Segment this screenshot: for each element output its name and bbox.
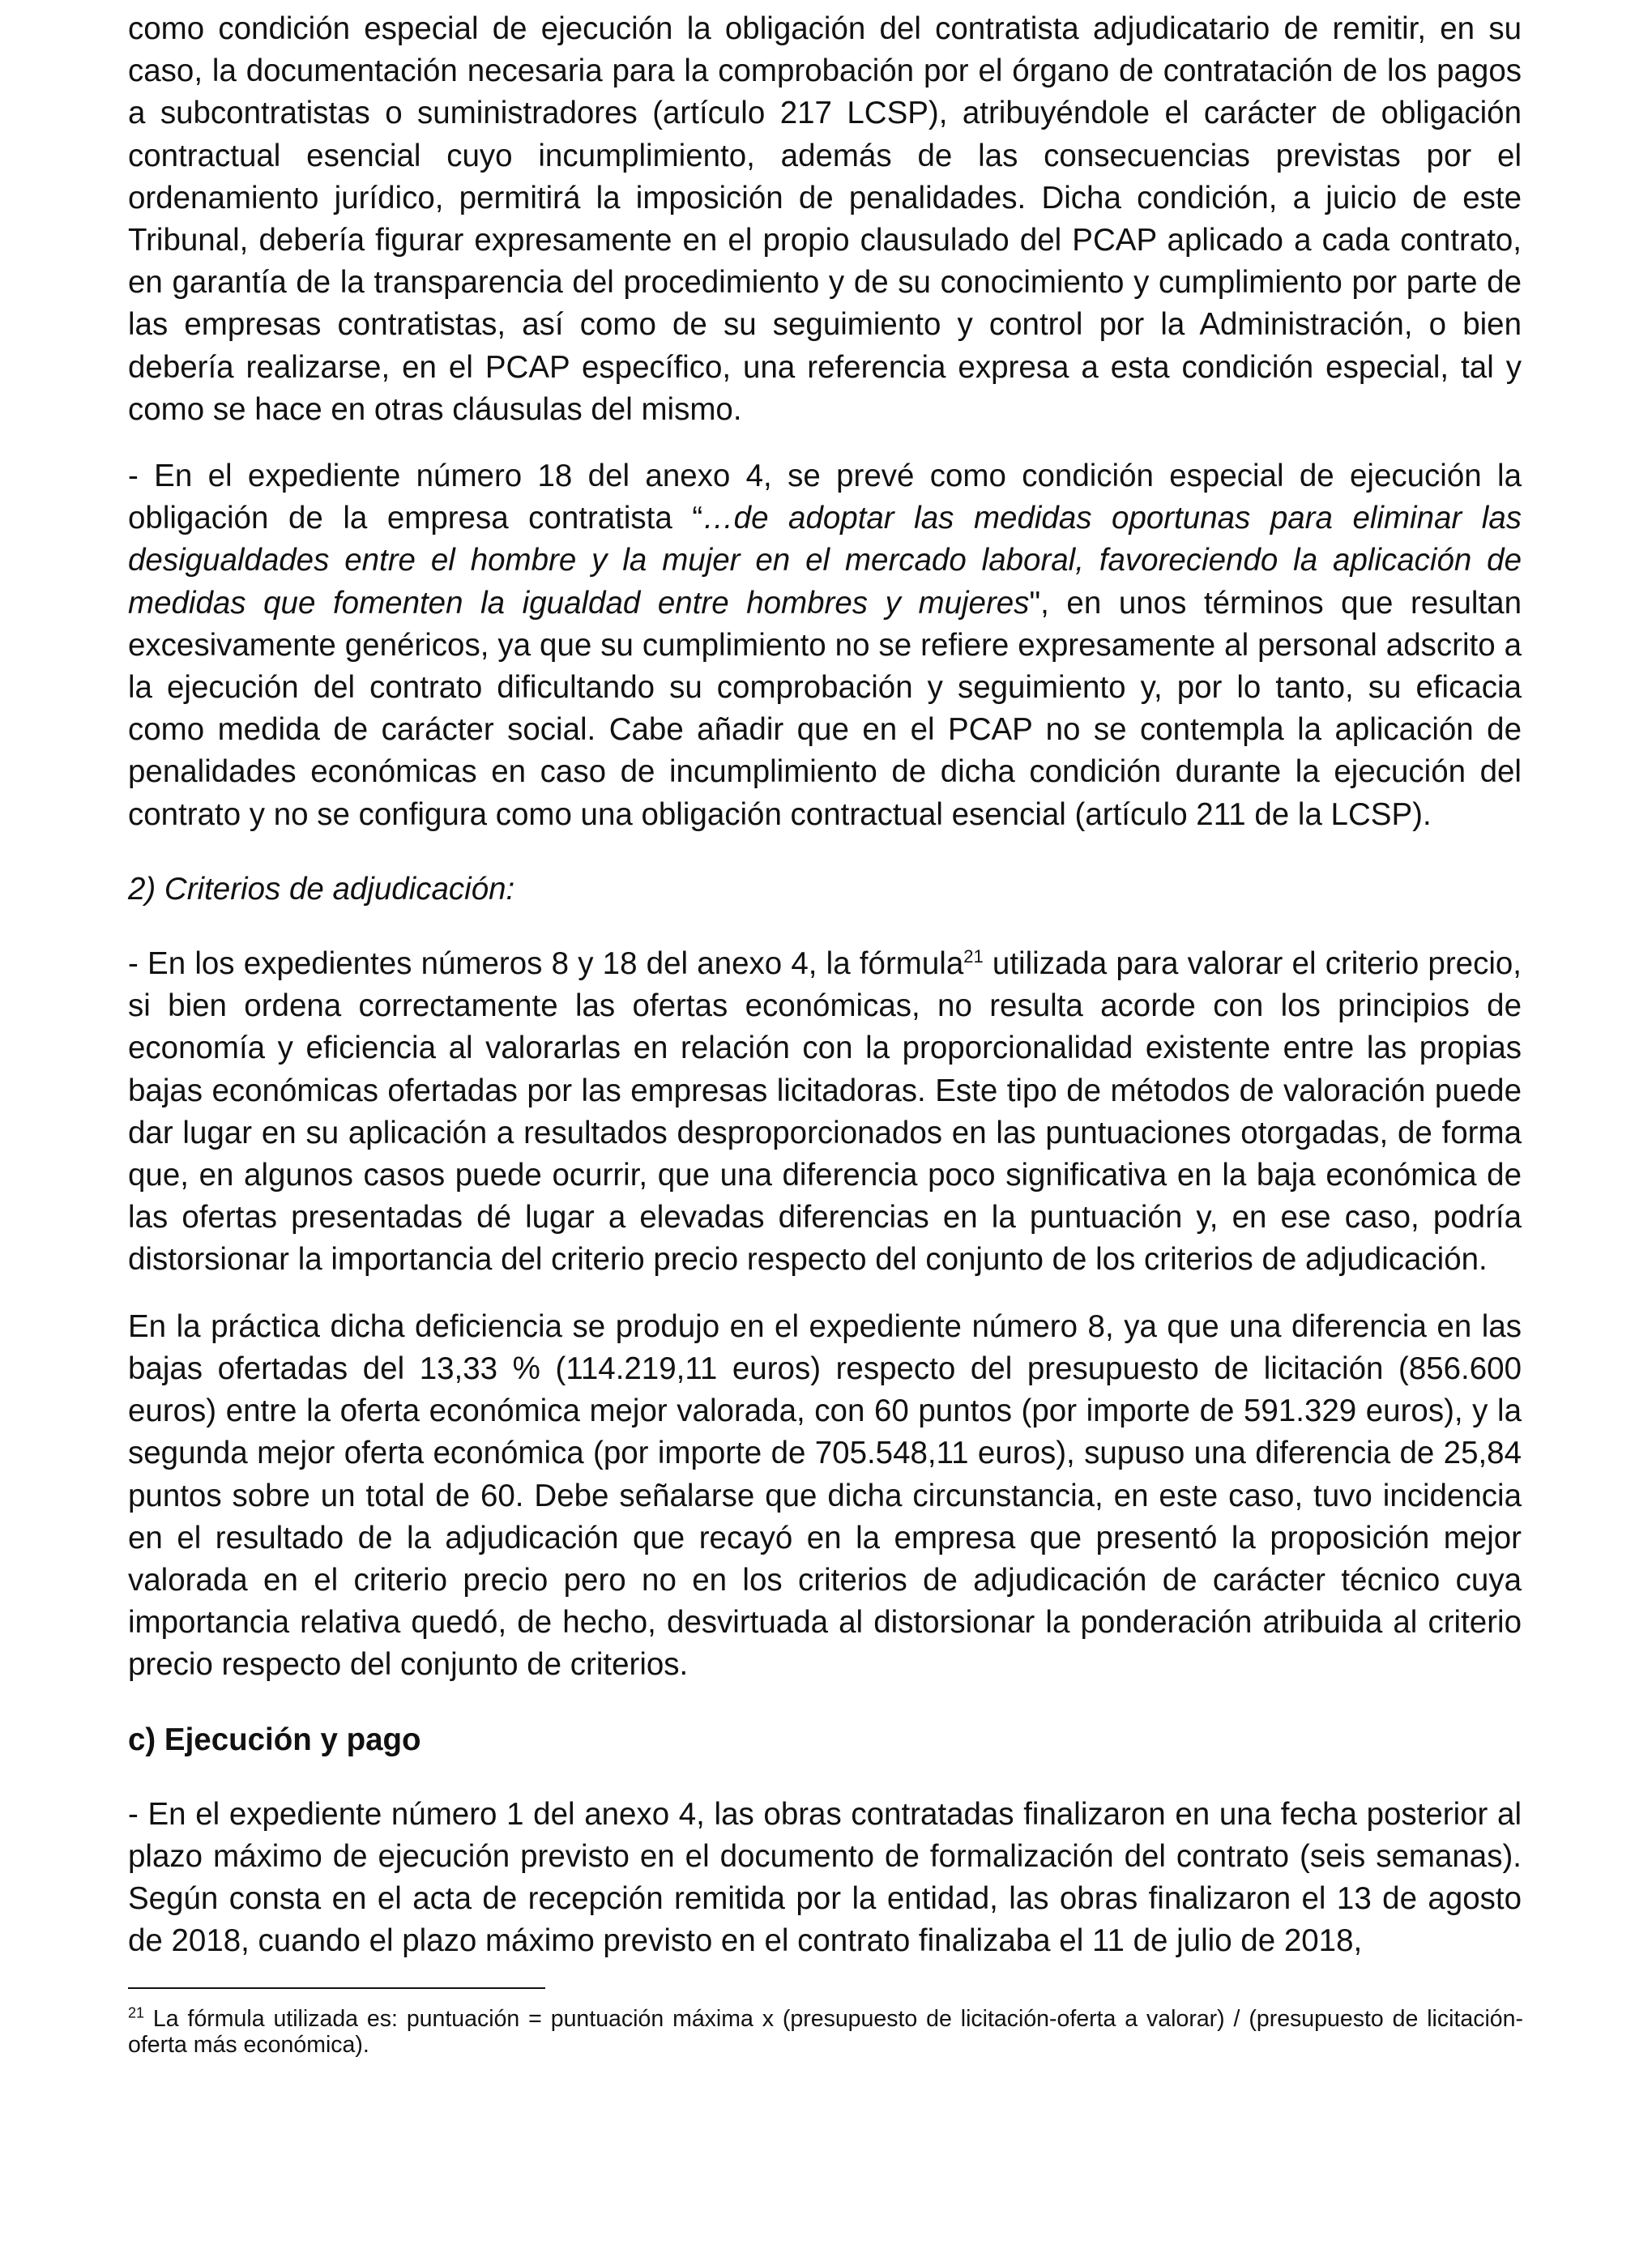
section-heading-ejecucion: c) Ejecución y pago (128, 1722, 421, 1757)
paragraph-expediente-18-condicion (128, 455, 1522, 836)
paragraph-text: - En el expediente número 18 del anexo 4, se prevé como condición especial de ejecución la obligación de la empresa contratista “ (128, 459, 1522, 536)
paragraph-condicion-especial-pagos: como condición especial de ejecución la obligación del contratista adjudicatario de remitir, en su caso, la documentación necesaria para la comprobación por el órgano de contratación de los pagos a subcontratistas o suministradores (artículo 217 LCSP), atribuyéndole el carácter de obligación contractual esencial cuyo incumplimiento, además de las consecuencias previstas por el ordenamiento jurídico, permitirá la imposición de penalidades. Dicha condición, a juicio de este Tribunal, debería figurar expresamente en el propio clausulado del PCAP aplicado a cada contrato, en garantía de la transparencia del procedimiento y de su conocimiento y cumplimiento por parte de las empresas contratistas, así como de su seguimiento y control por la Administración, o bien debería realizarse, en el PCAP específico, una referencia expresa a esta condición especial, tal y como se hace en otras cláusulas del mismo. (128, 11, 1522, 427)
footnote (128, 2006, 1523, 2058)
body-text (128, 8, 1522, 1963)
paragraph-formula-precio (128, 943, 1522, 1282)
footnote-reference: 21 (963, 946, 984, 967)
footnote-text: La fórmula utilizada es: puntuación = puntuación máxima x (presupuesto de licitación-oferta a valorar) / (presupuesto de licitación-oferta más económica). (128, 2006, 1523, 2058)
paragraph-text: ", en unos términos que resultan excesivamente genéricos, ya que su cumplimiento no se refiere expresamente al personal adscrito a la ejecución del contrato dificultando su comprobación y seguimiento y, por lo tanto, su eficacia como medida de carácter social. Cabe añadir que en el PCAP no se contempla la aplicación de penalidades económicas en caso de incumplimiento de dicha condición durante la ejecución del contrato y no se configura como una obligación contractual esencial (artículo 211 de la LCSP). (128, 585, 1522, 832)
paragraph-text: - En los expedientes números 8 y 18 del anexo 4, la fórmula (128, 946, 964, 982)
paragraph-expediente-1-obras: - En el expediente número 1 del anexo 4, las obras contratadas finalizaron en una fecha posterior al plazo máximo de ejecución previsto en el documento de formalización del contrato (seis semanas). Según consta en el acta de recepción remitida por la entidad, las obras finalizaron el 13 de agosto de 2018, cuando el plazo máximo previsto en el contrato finalizaba el 11 de julio de 2018, (128, 1796, 1522, 1959)
footnote-number: 21 (128, 2004, 145, 2021)
paragraph-expediente-8-deficiencia: En la práctica dicha deficiencia se produjo en el expediente número 8, ya que una diferencia en las bajas ofertadas del 13,33 % (114.219,11 euros) respecto del presupuesto de licitación (856.600 euros) entre la oferta económica mejor valorada, con 60 puntos (por importe de 591.329 euros), y la segunda mejor oferta económica (por importe de 705.548,11 euros), supuso una diferencia de 25,84 puntos sobre un total de 60. Debe señalarse que dicha circunstancia, en este caso, tuvo incidencia en el resultado de la adjudicación que recayó en la empresa que presentó la proposición mejor valorada en el criterio precio pero no en los criterios de adjudicación de carácter técnico cuya importancia relativa quedó, de hecho, desvirtuada al distorsionar la ponderación atribuida al criterio precio respecto del conjunto de criterios. (128, 1308, 1522, 1683)
section-heading-criterios: 2) Criterios de adjudicación: (128, 871, 515, 907)
quoted-clause: …de adoptar las medidas oportunas para eliminar las desigualdades entre el hombre y la mujer en el mercado laboral, favoreciendo la aplicación de medidas que fomenten la igualdad entre hombres y mujeres (128, 501, 1522, 621)
footnote-separator (128, 1987, 545, 1989)
paragraph-text: utilizada para valorar el criterio precio, si bien ordena correctamente las ofertas económicas, no resulta acorde con los principios de economía y eficiencia al valorarlas en relación con la proporcionalidad existente entre las propias bajas económicas ofertadas por las empresas licitadoras. Este tipo de métodos de valoración puede dar lugar en su aplicación a resultados desproporcionados en las puntuaciones otorgadas, de forma que, en algunos casos puede ocurrir, que una diferencia poco significativa en la baja económica de las ofertas presentadas dé lugar a elevadas diferencias en la puntuación y, en ese caso, podría distorsionar la importancia del criterio precio respecto del conjunto de los criterios de adjudicación. (128, 946, 1522, 1278)
